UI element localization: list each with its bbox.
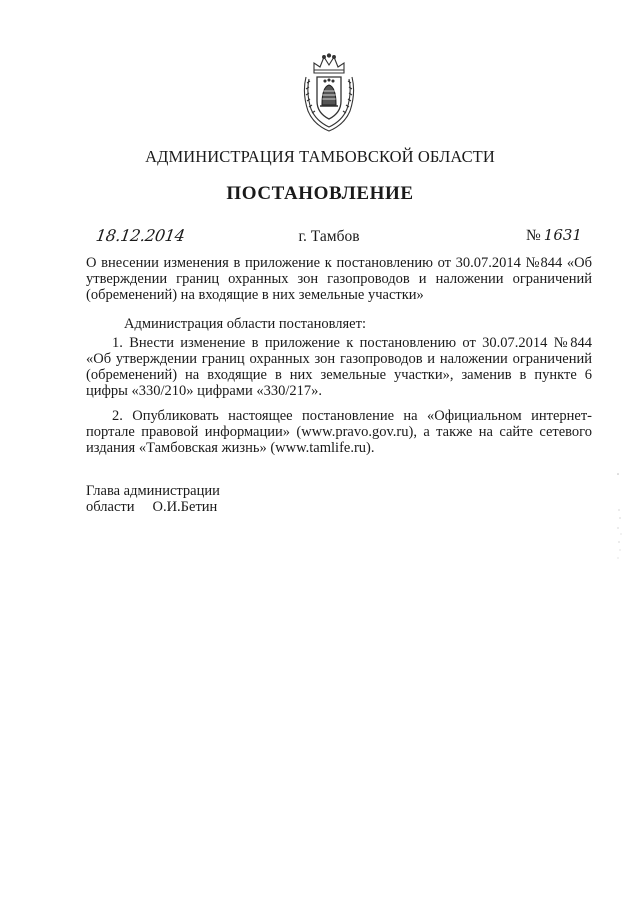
signer-title-line2-row [86,499,220,515]
document-date: 18.12.2014 [94,226,186,245]
resolution-item-2: 2. Опубликовать настоящее постановление на «Официальном интернет-портале правовой информации» (www.pravo.gov.ru), а также на сайте сетевого издания «Тамбовская жизнь» (www.tamlife.ru). [86,408,592,456]
resolution-intro: Администрация области постановляет: [124,316,366,332]
document-type-title: ПОСТАНОВЛЕНИЕ [226,183,414,204]
document-subject: О внесении изменения в приложение к постановлению от 30.07.2014 №844 «Об утверждении границ охранных зон газопроводов и наложении ограничений (обременений) на входящие в них земельные участки» [86,255,592,303]
document-number [526,226,582,245]
scan-marks [608,470,628,610]
signer-title-line1: Глава администрации [86,483,220,499]
signer-title-line2: области [86,499,135,515]
number-value: 1631 [543,226,582,244]
signature-block [86,483,220,515]
organization-name: АДМИНИСТРАЦИЯ ТАМБОВСКОЙ ОБЛАСТИ [145,147,495,166]
resolution-item-1: 1. Внести изменение в приложение к постановлению от 30.07.2014 №844 «Об утверждении границ охранных зон газопроводов и наложении ограничений (обременений) на входящие в них земельные участки», заменив в пункте 6 цифры «330/210» цифрами «330/217». [86,335,592,399]
coat-of-arms-icon [300,53,358,133]
number-label: № [526,227,541,244]
signer-name: О.И.Бетин [152,499,218,515]
document-city: г. Тамбов [298,228,360,245]
